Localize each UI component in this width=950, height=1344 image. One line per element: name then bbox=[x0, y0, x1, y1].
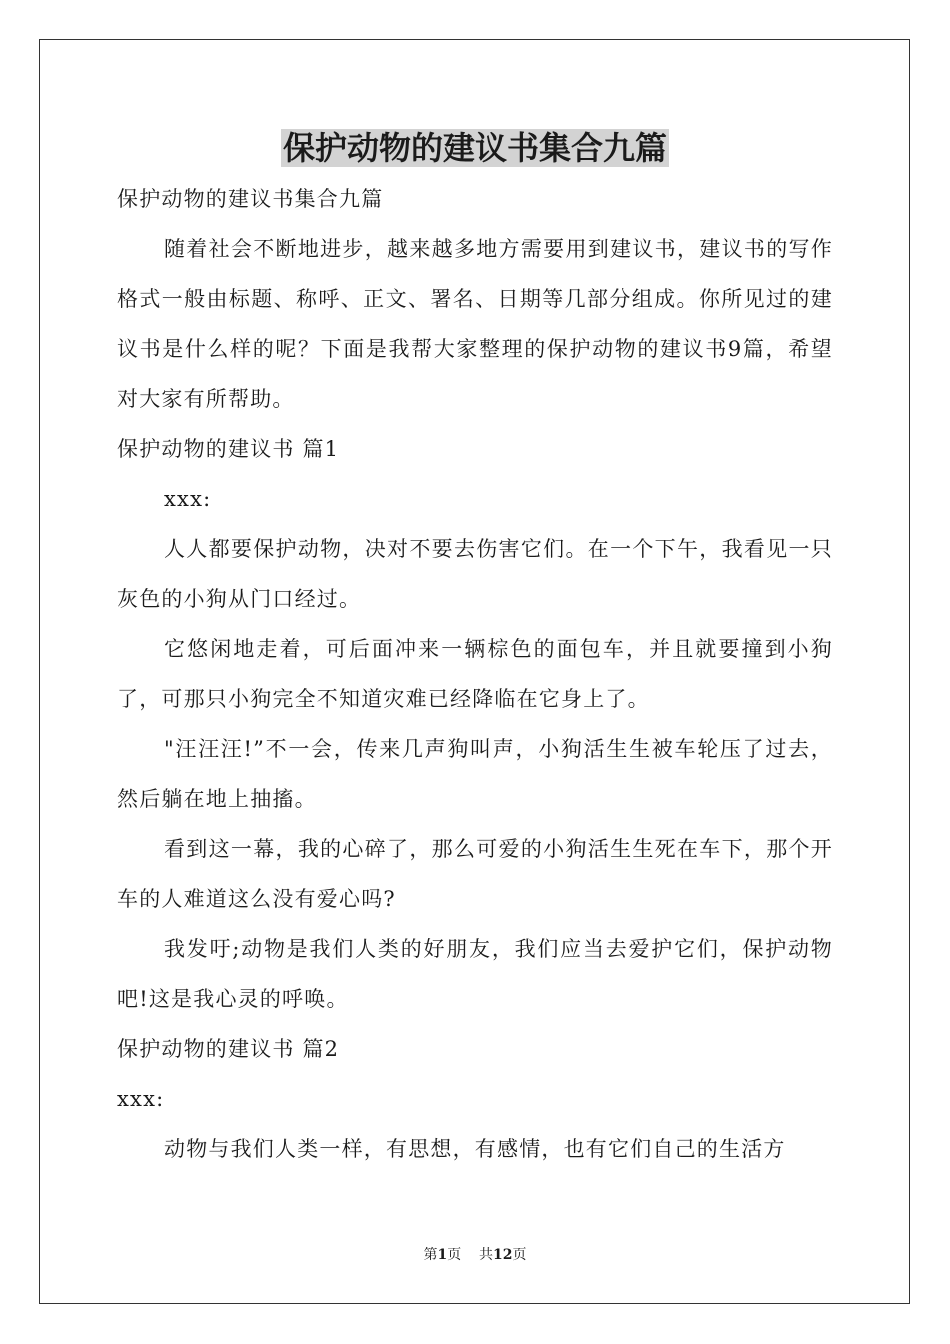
section-1-paragraph-4: 看到这一幕，我的心碎了，那么可爱的小狗活生生死在车下，那个开车的人难道这么没有爱心吗? bbox=[117, 837, 833, 911]
footer-page-number: 1 bbox=[437, 1247, 448, 1263]
document-title-text: 保护动物的建议书集合九篇 bbox=[282, 129, 667, 167]
section-2-paragraph-1: 动物与我们人类一样，有思想，有感情，也有它们自己的生活方 bbox=[164, 1137, 786, 1161]
section-1-salutation: xxx: bbox=[164, 487, 212, 511]
footer-total-suffix: 页 bbox=[512, 1247, 527, 1263]
document-subtitle: 保护动物的建议书集合九篇 bbox=[117, 187, 384, 211]
section-1-paragraph-3: "汪汪汪!”不一会，传来几声狗叫声，小狗活生生被车轮压了过去，然后躺在地上抽搐。 bbox=[117, 737, 833, 811]
intro-paragraph: 随着社会不断地进步，越来越多地方需要用到建议书，建议书的写作格式一般由标题、称呼、正文、署名、日期等几部分组成。你所见过的建议书是什么样的呢？下面是我帮大家整理的保护动物的建议书9篇，希望对大家有所帮助。 bbox=[117, 237, 833, 411]
section-2-heading: 保护动物的建议书 篇2 bbox=[117, 1037, 340, 1061]
page-footer bbox=[0, 1245, 950, 1265]
section-2-salutation: xxx: bbox=[117, 1087, 165, 1111]
footer-total-prefix: 共 bbox=[479, 1247, 494, 1263]
document-body bbox=[117, 124, 833, 1174]
section-1-paragraph-2: 它悠闲地走着，可后面冲来一辆棕色的面包车，并且就要撞到小狗了，可那只小狗完全不知道灾难已经降临在它身上了。 bbox=[117, 637, 833, 711]
footer-total-pages: 12 bbox=[493, 1247, 513, 1263]
footer-page-suffix: 页 bbox=[447, 1247, 462, 1263]
section-1-heading: 保护动物的建议书 篇1 bbox=[117, 437, 340, 461]
section-1-paragraph-1: 人人都要保护动物，决对不要去伤害它们。在一个下午，我看见一只灰色的小狗从门口经过。 bbox=[117, 537, 833, 611]
footer-page-prefix: 第 bbox=[423, 1247, 438, 1263]
document-title bbox=[117, 124, 833, 172]
section-1-paragraph-5: 我发吁;动物是我们人类的好朋友，我们应当去爱护它们，保护动物吧!这是我心灵的呼唤。 bbox=[117, 937, 833, 1011]
